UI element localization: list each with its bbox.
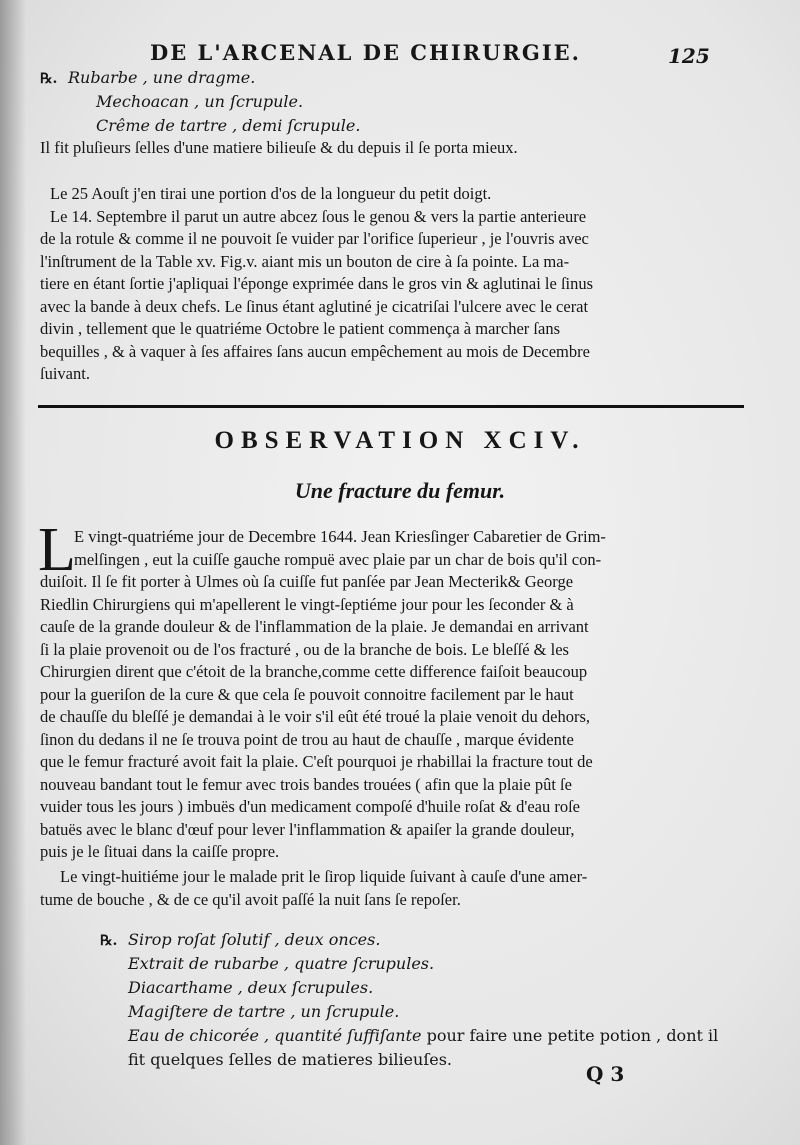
text-line: bequilles , & à vaquer à ſes affaires ſans aucun empêchement au mois de Decembre <box>40 341 590 361</box>
text-line: Le vingt-huitiéme jour le malade prit le ſirop liquide ſuivant à cauſe d'une amer- <box>60 867 588 886</box>
observation-paragraph-2 <box>40 866 740 911</box>
text-line: Riedlin Chirurgiens qui m'apellerent le vingt-ſeptiéme jour pour les ſeconder & à <box>40 594 574 614</box>
text-line: Le 25 Aouſt j'en tirai une portion d'os de la longueur du petit doigt. <box>50 184 492 203</box>
text-line: puis je le ſituai dans la caiſſe propre. <box>40 842 280 861</box>
text-line: vuider tous les jours ) imbuës d'un medicament compoſé d'huile roſat & d'eau roſe <box>40 797 580 816</box>
prescription-item: Magiſtere de tartre , un ſcrupule. <box>128 1002 400 1021</box>
observation-paragraph-1 <box>40 526 740 864</box>
prescription-line <box>100 1026 740 1050</box>
observation-subtitle: Une fracture du femur. <box>294 478 506 503</box>
prescription-line <box>100 954 740 978</box>
text-line: avec la bande à deux chefs. Le ſinus étant aglutiné je cicatriſai l'ulcere avec le cerat <box>40 296 589 316</box>
text-line: cauſe de la grande douleur & de l'inflammation de la plaie. Je demandai en arrivant <box>40 617 589 636</box>
recipe-symbol: ℞. <box>100 933 118 949</box>
prescription-instruction: pour faire une petite potion , dont il <box>426 1026 719 1045</box>
prescription-line <box>40 92 740 116</box>
text-line: ſi la plaie provenoit ou de l'os fracturé , ou de la branche de bois. Le bleſſé & les <box>40 639 569 659</box>
observation-prescription <box>100 930 740 1074</box>
text-line: tiere en étant ſortie j'apliquai l'éponge exprimée dans le gros vin & aglutinai le ſinus <box>40 274 594 293</box>
observation-title: OBSERVATION XCIV. <box>214 427 586 454</box>
paragraph-result <box>40 137 740 160</box>
text-line: de la rotule & comme il ne pouvoit ſe vuider par l'orifice ſuperieur , je l'ouvris avec <box>40 229 589 248</box>
prescription-item: Eau de chicorée , quantité ſuffiſante <box>128 1026 422 1045</box>
prescription-item: Sirop roſat ſolutif , deux onces. <box>128 930 381 949</box>
text-line: ſuivant. <box>40 364 90 383</box>
text-line: melſingen , eut la cuiſſe gauche rompuë avec plaie par un char de bois qu'il con- <box>74 549 602 569</box>
text-line: de chauſſe du bleſſé je demandai à le voir s'il eût été troué la plaie venoit du dehors, <box>40 707 591 726</box>
text-line: Il fit pluſieurs ſelles d'une matiere bilieuſe & du depuis il ſe porta mieux. <box>40 138 518 157</box>
text-line: Chirurgien dirent que c'étoit de la branche,comme cette difference faiſoit beaucoup <box>40 662 588 681</box>
text-line: l'inſtrument de la Table xv. Fig.v. aiant mis un bouton de cire à ſa pointe. La ma- <box>40 251 570 271</box>
prescription-continuation: fit quelques ſelles de matieres bilieuſes. <box>128 1050 453 1069</box>
text-line: tume de bouche , & de ce qu'il avoit paſſé la nuit ſans ſe repoſer. <box>40 889 461 909</box>
prescription-line <box>100 1002 740 1026</box>
catchword: Q 3 <box>586 1062 625 1086</box>
section-divider <box>38 405 744 408</box>
text-line: E vingt-quatriéme jour de Decembre 1644. Jean Kriesſinger Cabaretier de Grim- <box>74 527 606 546</box>
prescription-item: Rubarbe , une dragme. <box>68 68 256 87</box>
text-line: nouveau bandant tout le femur avec trois bandes trouées ( afin que la plaie pût ſe <box>40 774 572 794</box>
text-line: divin , tellement que le quatriéme Octobre le patient commença à marcher ſans <box>40 319 560 338</box>
prescription-line <box>40 68 740 92</box>
prescription-item: Mechoacan , un ſcrupule. <box>96 92 304 111</box>
prescription-item: Diacarthame , deux ſcrupules. <box>128 978 374 997</box>
drop-cap: L <box>38 516 76 584</box>
text-line: Le 14. Septembre il parut un autre abcez ſous le genou & vers la partie anterieure <box>50 206 587 226</box>
text-line: que le femur fracturé avoit fait la plaie. C'eſt pourquoi je rhabillai la fracture tout de <box>40 752 593 771</box>
top-prescription <box>40 68 740 140</box>
prescription-line <box>100 1050 740 1074</box>
recipe-symbol: ℞. <box>40 71 58 87</box>
text-line: batuës avec le blanc d'œuf pour lever l'inflammation & apaiſer la grande douleur, <box>40 819 575 839</box>
prescription-item: Crême de tartre , demi ſcrupule. <box>96 116 361 135</box>
text-line: duiſoit. Il ſe fit porter à Ulmes où ſa cuiſſe fut panſée par Jean Mecterik& George <box>40 572 574 591</box>
gutter-shadow <box>0 0 26 1145</box>
prescription-line <box>100 930 740 954</box>
running-title: DE L'ARCENAL DE CHIRURGIE. <box>150 40 581 65</box>
prescription-item: Extrait de rubarbe , quatre ſcrupules. <box>128 954 435 973</box>
page-number: 125 <box>668 44 710 68</box>
text-line: pour la gueriſon de la cure & que cela ſe pouvoit connoitre facilement par le haut <box>40 684 574 704</box>
text-line: ſinon du dedans il ne ſe trouva point de trou au haut de chauſſe , marque évidente <box>40 729 574 749</box>
paragraph-followup <box>40 183 740 386</box>
prescription-line <box>100 978 740 1002</box>
